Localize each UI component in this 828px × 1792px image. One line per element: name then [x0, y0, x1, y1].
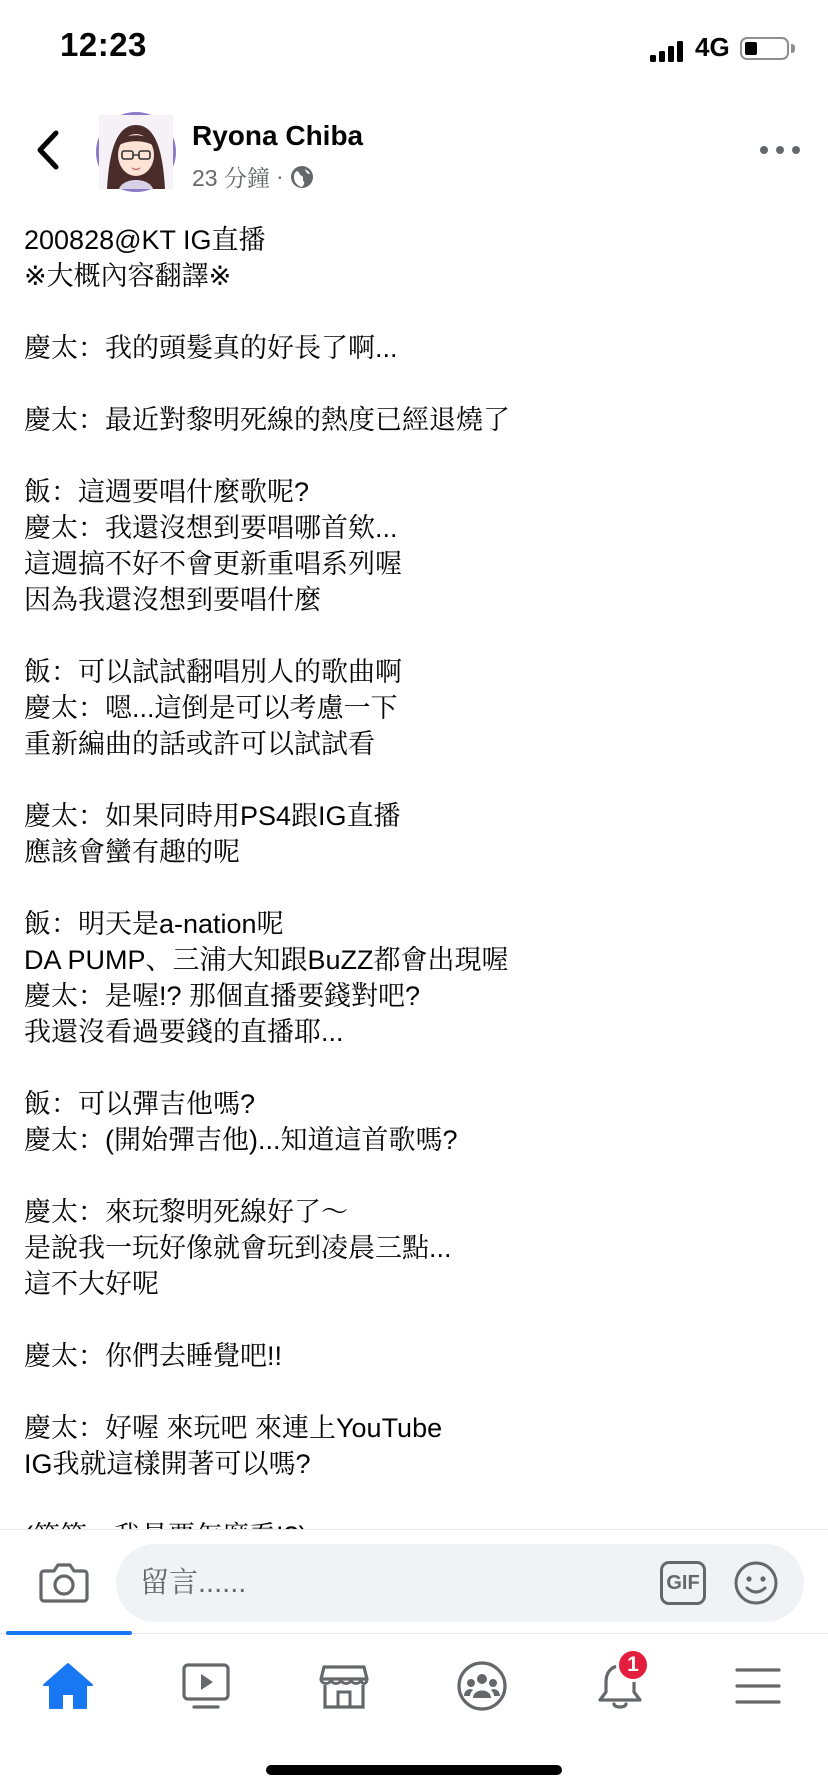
comment-input-container[interactable]: [116, 1544, 804, 1622]
more-dot-icon: [760, 146, 768, 154]
watch-icon: [180, 1661, 232, 1711]
post-blank-line: [24, 1482, 804, 1518]
post-blank-line: [24, 870, 804, 906]
more-dot-icon: [792, 146, 800, 154]
nav-notifications[interactable]: [590, 1653, 650, 1716]
post-text-line: 飯：可以試試翻唱別人的歌曲啊: [24, 657, 402, 687]
post-blank-line: [24, 438, 804, 474]
bottom-navigation: [0, 1633, 828, 1743]
post-header: [0, 100, 828, 200]
nav-menu[interactable]: [728, 1656, 788, 1716]
post-text-line: 慶太：我還沒想到要唱哪首欸...: [24, 513, 398, 543]
battery-tip: [791, 44, 795, 53]
nav-groups[interactable]: [452, 1656, 512, 1716]
post-text-line: 慶太：如果同時用PS4跟IG直播: [24, 801, 401, 831]
battery-icon: [740, 37, 789, 60]
nav-home[interactable]: [38, 1656, 98, 1716]
author-name[interactable]: Ryona Chiba: [192, 120, 364, 151]
post-text-line: 慶太：你們去睡覺吧!!: [24, 1341, 283, 1371]
post-meta: [192, 160, 314, 193]
nav-marketplace[interactable]: [314, 1656, 374, 1716]
status-time: 12:23: [60, 26, 147, 63]
post-blank-line: [24, 294, 804, 330]
post-text-line: 200828@KT IG直播: [24, 225, 266, 255]
post-text-line: IG我就這樣開著可以嗎?: [24, 1449, 311, 1479]
post-text-line: 慶太：最近對黎明死線的熱度已經退燒了: [24, 405, 510, 435]
post-body: [24, 222, 804, 1529]
post-text-line: 慶太：我的頭髮真的好長了啊...: [24, 333, 398, 363]
smiley-icon: [732, 1559, 780, 1607]
gif-button[interactable]: GIF: [660, 1561, 706, 1605]
post-timestamp[interactable]: 23 分鐘: [192, 165, 270, 191]
post-text-line: 我還沒看過要錢的直播耶...: [24, 1017, 344, 1047]
menu-icon: [734, 1664, 782, 1708]
avatar-portrait-icon: [99, 115, 173, 189]
chevron-left-icon: [36, 130, 60, 170]
more-options-button[interactable]: [760, 140, 800, 160]
post-blank-line: [24, 1050, 804, 1086]
camera-icon: [38, 1556, 90, 1608]
camera-button[interactable]: [38, 1556, 90, 1608]
post-text-line: 飯：這週要唱什麼歌呢?: [24, 477, 310, 507]
comment-bar: [0, 1529, 828, 1633]
home-indicator[interactable]: [266, 1765, 562, 1775]
avatar[interactable]: [96, 112, 176, 192]
post-text-line: 是說我一玩好像就會玩到凌晨三點...: [24, 1233, 452, 1263]
post-blank-line: [24, 1374, 804, 1410]
post-text-line: 慶太：是喔!? 那個直播要錢對吧?: [24, 981, 421, 1011]
back-button[interactable]: [26, 122, 70, 178]
post-text-line: 因為我還沒想到要唱什麼: [24, 585, 321, 615]
post-text-line: 這週搞不好不會更新重唱系列喔: [24, 549, 402, 579]
meta-separator: ·: [275, 163, 284, 189]
network-type: 4G: [695, 32, 730, 62]
post-text-line: 重新編曲的話或許可以試試看: [24, 729, 375, 759]
home-icon: [42, 1661, 94, 1711]
post-blank-line: [24, 1302, 804, 1338]
post-text-line: ※大概內容翻譯※: [24, 261, 232, 291]
status-bar: [0, 0, 828, 96]
emoji-button[interactable]: [732, 1559, 780, 1607]
post-text-line: 慶太：嗯...這倒是可以考慮一下: [24, 693, 398, 723]
post-blank-line: [24, 762, 804, 798]
post-text-line: 慶太：好喔 來玩吧 來連上YouTube: [24, 1413, 443, 1443]
comment-input[interactable]: [140, 1544, 640, 1622]
active-tab-indicator: [6, 1631, 132, 1635]
post-text-line: DA PUMP、三浦大知跟BuZZ都會出現喔: [24, 945, 509, 975]
post-text-line: 慶太：(開始彈吉他)...知道這首歌嗎?: [24, 1125, 458, 1155]
post-text-line: 飯：可以彈吉他嗎?: [24, 1089, 256, 1119]
post-blank-line: [24, 618, 804, 654]
post-text-line: 慶太：來玩黎明死線好了～: [24, 1197, 348, 1227]
signal-strength-icon: [650, 38, 690, 62]
more-dot-icon: [776, 146, 784, 154]
notification-badge: 1: [616, 1648, 650, 1682]
marketplace-icon: [318, 1661, 370, 1711]
globe-icon: [290, 165, 314, 189]
nav-watch[interactable]: [176, 1656, 236, 1716]
post-text-line: 這不大好呢: [24, 1269, 159, 1299]
post-blank-line: [24, 1158, 804, 1194]
post-text-line: 飯：明天是a-nation呢: [24, 909, 284, 939]
post-text-line: 應該會蠻有趣的呢: [24, 837, 240, 867]
groups-icon: [456, 1660, 508, 1712]
post-blank-line: [24, 366, 804, 402]
